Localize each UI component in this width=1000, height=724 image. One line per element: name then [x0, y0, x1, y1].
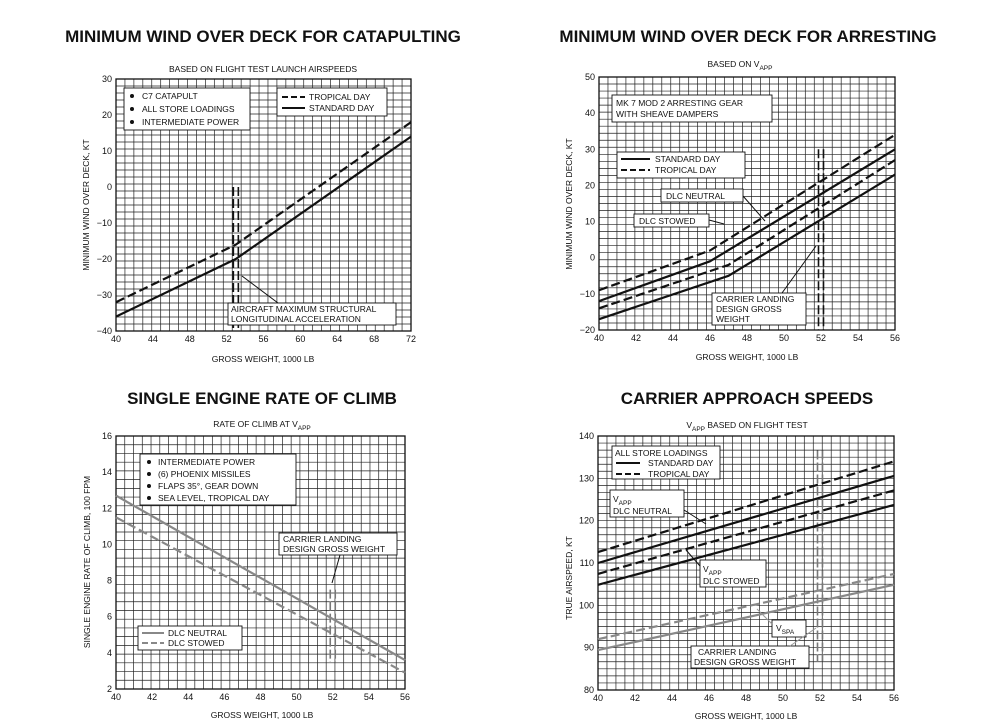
annotation-text: CARRIER LANDING: [283, 534, 362, 544]
subtitle-subscript: APP: [692, 426, 706, 433]
x-tick-label: 50: [777, 693, 789, 703]
x-axis-label: GROSS WEIGHT, 1000 LB: [211, 354, 315, 364]
y-tick-label: 8: [106, 575, 112, 586]
label-subscript: APP: [618, 500, 632, 507]
legend-label: TROPICAL DAY: [309, 92, 371, 102]
series-label: DLC NEUTRAL: [613, 506, 673, 516]
y-tick-label: 50: [584, 72, 595, 82]
y-tick-label: 6: [106, 611, 112, 622]
y-tick-label: 0: [589, 252, 595, 263]
legend-label: DLC NEUTRAL: [168, 628, 228, 638]
series-label: DLC NEUTRAL: [666, 191, 726, 201]
legend-label: TROPICAL DAY: [655, 165, 717, 175]
x-tick-label: 42: [629, 693, 641, 703]
x-tick-label: 40: [592, 693, 604, 703]
condition-note: MK 7 MOD 2 ARRESTING GEAR: [616, 98, 744, 108]
y-tick-label: 130: [578, 473, 594, 484]
chart-subtitle: [708, 59, 773, 72]
bullet-icon: [130, 94, 134, 98]
condition-note: FLAPS 35°, GEAR DOWN: [158, 481, 259, 491]
x-tick-label: 50: [778, 333, 790, 343]
y-tick-label: 20: [584, 180, 595, 191]
annotation-text: AIRCRAFT MAXIMUM STRUCTURAL: [231, 304, 377, 314]
x-axis-label: GROSS WEIGHT, 1000 LB: [694, 711, 798, 721]
subtitle-text-rest: BASED ON FLIGHT TEST: [705, 420, 808, 430]
label-leader: [709, 220, 724, 224]
series-line-vapp-dlc-neutral-standard-day: [598, 476, 894, 563]
annotation-text: CARRIER LANDING: [716, 294, 795, 304]
label-v: V: [613, 494, 619, 504]
y-tick-label: 2: [106, 684, 112, 694]
condition-note: C7 CATAPULT: [142, 91, 198, 101]
legend-label: DLC STOWED: [168, 638, 225, 648]
annotation-leader: [242, 276, 278, 303]
annotation-text: DESIGN GROSS: [716, 304, 782, 314]
x-tick-label: 42: [630, 333, 642, 343]
y-axis-label: SINGLE ENGINE RATE OF CLIMB, 100 FPM: [82, 475, 92, 649]
x-axis-label: GROSS WEIGHT, 1000 LB: [695, 352, 799, 362]
y-tick-label: −10: [96, 218, 112, 228]
chart-title: SINGLE ENGINE RATE OF CLIMB: [127, 389, 397, 408]
condition-note: INTERMEDIATE POWER: [142, 117, 240, 127]
bullet-icon: [130, 107, 134, 111]
annotation-leader: [332, 555, 340, 583]
x-tick-label: 56: [888, 693, 900, 703]
annotation-text: CARRIER LANDING: [698, 647, 777, 657]
x-tick-label: 54: [852, 333, 864, 343]
x-tick-label: 48: [741, 333, 753, 343]
y-axis-label: MINIMUM WIND OVER DECK, KT: [81, 139, 91, 271]
label-leader: [684, 510, 706, 524]
series-layer: [116, 122, 411, 331]
x-tick-label: 48: [255, 692, 266, 702]
x-tick-label: 40: [110, 334, 122, 344]
chart-arresting: [559, 27, 936, 362]
chart-subtitle: BASED ON FLIGHT TEST LAUNCH AIRSPEEDS: [169, 64, 357, 74]
x-tick-label: 56: [889, 333, 901, 343]
condition-note: SEA LEVEL, TROPICAL DAY: [158, 493, 270, 503]
x-tick-label: 50: [291, 692, 302, 702]
legend-label: TROPICAL DAY: [648, 469, 710, 479]
y-tick-label: 10: [101, 539, 112, 550]
x-tick-label: 44: [147, 334, 158, 344]
x-tick-label: 42: [147, 692, 158, 702]
y-tick-label: 10: [584, 216, 595, 227]
x-tick-label: 72: [405, 334, 417, 344]
y-tick-label: 140: [578, 431, 594, 441]
annotation-text: WEIGHT: [716, 314, 750, 324]
chart-title: CARRIER APPROACH SPEEDS: [620, 389, 874, 408]
x-tick-label: 46: [219, 692, 230, 702]
x-tick-label: 52: [221, 334, 232, 344]
x-tick-label: 54: [363, 692, 374, 702]
y-tick-label: 10: [101, 146, 112, 156]
x-tick-label: 52: [327, 692, 338, 702]
y-tick-label: 30: [101, 74, 112, 84]
x-tick-label: 64: [332, 334, 343, 344]
subtitle-subscript: APP: [759, 65, 773, 72]
annotation-text: LONGITUDINAL ACCELERATION: [231, 314, 361, 324]
subtitle-text: BASED ON V: [707, 59, 760, 69]
x-tick-label: 60: [295, 334, 306, 344]
x-tick-label: 48: [184, 334, 195, 344]
x-tick-label: 68: [369, 334, 380, 344]
x-tick-label: 46: [704, 333, 716, 343]
label-v: V: [776, 623, 782, 633]
y-axis-label: MINIMUM WIND OVER DECK, KT: [564, 138, 574, 270]
chart-catapulting: [65, 27, 461, 364]
y-tick-label: −30: [96, 290, 112, 300]
legend-label: STANDARD DAY: [655, 154, 721, 164]
series-label: DLC STOWED: [639, 216, 696, 226]
chart-rate-of-climb: [82, 389, 410, 720]
x-tick-label: 56: [258, 334, 269, 344]
series-label: DLC STOWED: [703, 576, 760, 586]
legend-label: STANDARD DAY: [309, 103, 375, 113]
condition-note: (6) PHOENIX MISSILES: [158, 469, 251, 479]
annotation-text: DESIGN GROSS WEIGHT: [694, 657, 797, 667]
bullet-icon: [147, 496, 151, 500]
y-tick-label: 90: [583, 642, 594, 653]
x-tick-label: 44: [183, 692, 194, 702]
legend-label: STANDARD DAY: [648, 458, 714, 468]
y-tick-label: 80: [583, 685, 594, 695]
x-tick-label: 40: [110, 692, 122, 702]
y-tick-label: 4: [106, 647, 112, 658]
y-tick-label: 40: [584, 108, 595, 119]
chart-title: MINIMUM WIND OVER DECK FOR CATAPULTING: [65, 27, 461, 46]
bullet-icon: [147, 484, 151, 488]
bullet-icon: [147, 472, 151, 476]
x-tick-label: 40: [593, 333, 605, 343]
chart-subtitle: [213, 419, 311, 432]
x-tick-label: 44: [667, 333, 679, 343]
x-tick-label: 48: [740, 693, 752, 703]
chart-subtitle: [686, 420, 807, 433]
y-tick-label: 0: [106, 182, 112, 192]
x-axis-label: GROSS WEIGHT, 1000 LB: [210, 710, 314, 720]
x-tick-label: 54: [851, 693, 863, 703]
label-subscript: SPA: [781, 629, 795, 636]
x-tick-label: 46: [703, 693, 715, 703]
subtitle-text: V: [686, 420, 692, 430]
x-tick-label: 52: [814, 693, 826, 703]
y-tick-label: 12: [101, 503, 112, 514]
y-tick-label: 16: [101, 431, 112, 441]
y-tick-label: 30: [584, 144, 595, 155]
x-tick-label: 52: [815, 333, 827, 343]
series-line-standard-day: [116, 137, 411, 317]
y-tick-label: −20: [579, 325, 595, 335]
x-tick-label: 56: [399, 692, 411, 702]
chart-approach-speeds: [564, 389, 899, 721]
condition-note: INTERMEDIATE POWER: [158, 457, 256, 467]
bullet-icon: [130, 120, 134, 124]
subtitle-text: RATE OF CLIMB AT V: [213, 419, 298, 429]
y-tick-label: 120: [578, 515, 594, 526]
condition-note: WITH SHEAVE DAMPERS: [616, 109, 719, 119]
annotation-text: DESIGN GROSS WEIGHT: [283, 544, 386, 554]
y-tick-label: 14: [101, 467, 112, 478]
x-tick-label: 44: [666, 693, 678, 703]
condition-note: ALL STORE LOADINGS: [142, 104, 235, 114]
y-tick-label: 20: [101, 110, 112, 120]
y-tick-label: 110: [579, 558, 594, 568]
label-subscript: APP: [708, 570, 722, 577]
bullet-icon: [147, 460, 151, 464]
chart-title: MINIMUM WIND OVER DECK FOR ARRESTING: [559, 27, 937, 46]
y-axis-label: TRUE AIRSPEED, KT: [564, 536, 574, 620]
y-tick-label: −40: [96, 326, 112, 336]
subtitle-subscript: APP: [297, 425, 311, 432]
label-v: V: [703, 564, 709, 574]
y-tick-label: −10: [579, 288, 595, 299]
condition-note: ALL STORE LOADINGS: [615, 448, 708, 458]
y-tick-label: −20: [96, 254, 112, 264]
y-tick-label: 100: [578, 600, 594, 611]
